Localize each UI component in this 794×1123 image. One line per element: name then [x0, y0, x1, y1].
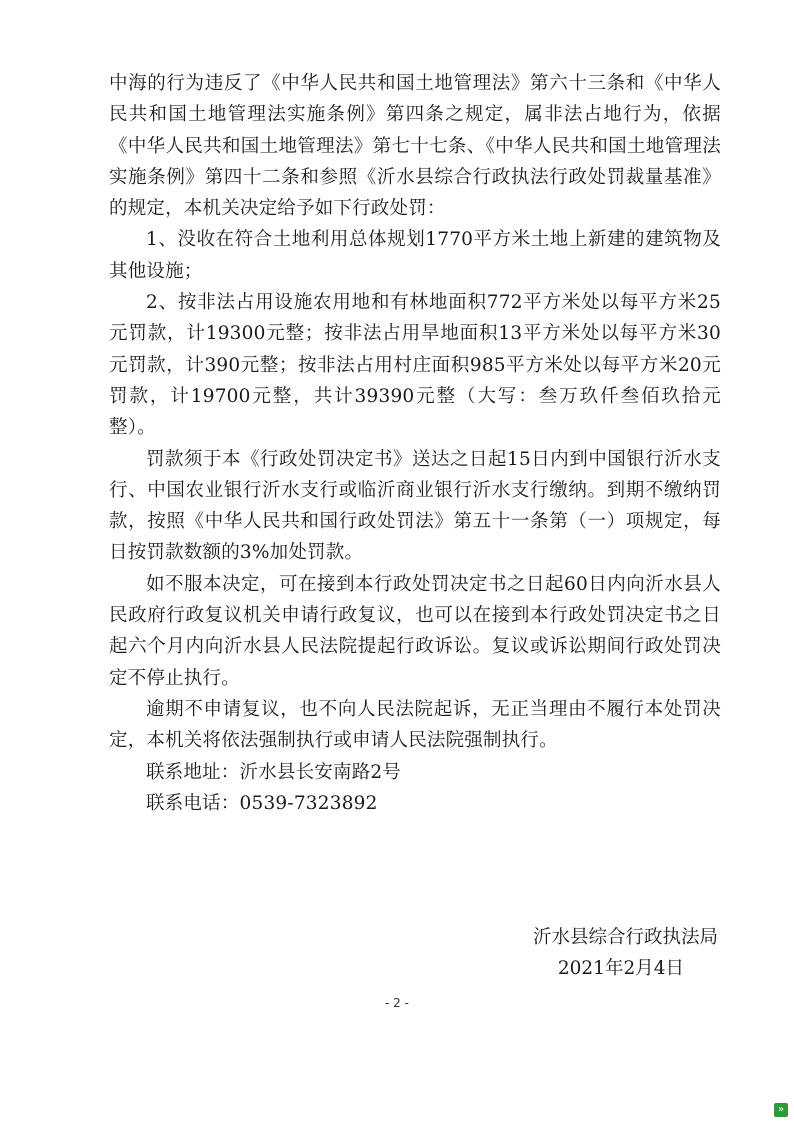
paragraph-enforcement: 逾期不申请复议，也不向人民法院起诉，无正当理由不履行本处罚决定，本机关将依法强制执行或申请人民法院强制执行。 — [109, 698, 721, 752]
contact-address: 联系地址：沂水县长安南路2号 — [146, 761, 402, 783]
issue-date: 2021年2月4日 — [557, 958, 684, 979]
signature-block — [533, 922, 718, 984]
page-number: - 2 - — [385, 996, 409, 1010]
paragraph-penalty-item-1: 1、没收在符合土地利用总体规划1770平方米土地上新建的建筑物及其他设施； — [109, 229, 721, 282]
paragraph-violation: 中海的行为违反了《中华人民共和国土地管理法》第六十三条和《中华人民共和国土地管理法实施条例》第四条之规定，属非法占地行为，依据《中华人民共和国土地管理法》第七十七条、《中华人民共和国土地管理法实施条例》第四十二条和参照《沂水县综合行政执法行政处罚裁量基准》的规定，本机关决定给予如下行政处罚： — [109, 73, 721, 220]
corner-arrow-icon[interactable]: » — [774, 1103, 788, 1117]
document-body — [109, 68, 721, 819]
paragraph-payment: 罚款须于本《行政处罚决定书》送达之日起15日内到中国银行沂水支行、中国农业银行沂水支行或临沂商业银行沂水支行缴纳。到期不缴纳罚款，按照《中华人民共和国行政处罚法》第五十一条第（一）项规定，每日按罚款数额的3%加处罚款。 — [109, 448, 721, 564]
contact-phone: 联系电话：0539-7323892 — [146, 792, 378, 814]
paragraph-appeal: 如不服本决定，可在接到本行政处罚决定书之日起60日内向沂水县人民政府行政复议机关申请行政复议，也可以在接到本行政处罚决定书之日起六个月内向沂水县人民法院提起行政诉讼。复议或诉讼期间行政处罚决定不停止执行。 — [109, 573, 721, 689]
paragraph-penalty-item-2: 2、按非法占用设施农用地和有林地面积772平方米处以每平方米25元罚款，计19300元整；按非法占用旱地面积13平方米处以每平方米30元罚款，计390元整；按非法占用村庄面积985平方米处以每平方米20元罚款，计19700元整，共计39390元整（大写：叁万玖仟叁佰玖拾元整）。 — [109, 292, 721, 439]
issuer-name: 沂水县综合行政执法局 — [532, 927, 718, 948]
